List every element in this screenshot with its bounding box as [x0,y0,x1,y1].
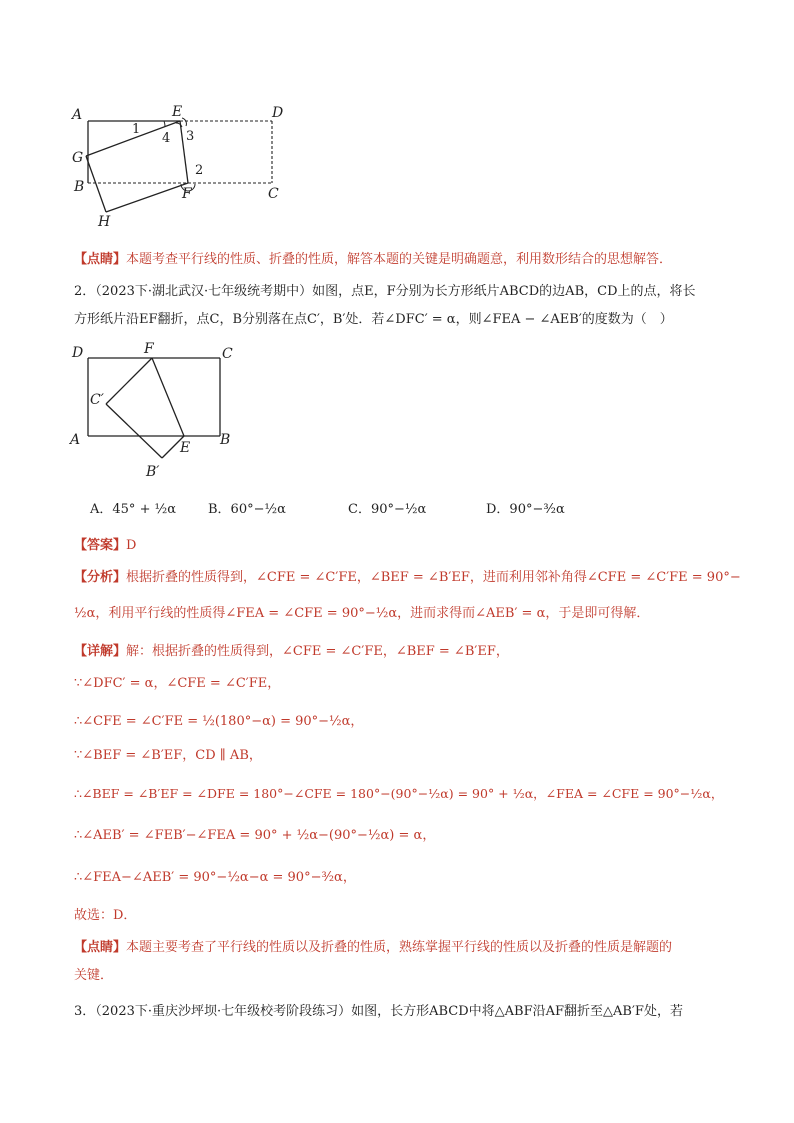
question-3-line: 3．（2023下·重庆沙坪坝·七年级校考阶段练习）如图，长方形ABCD中将△ABF沿AF翻折至△AB′F处，若 [74,1004,683,1019]
comment-2-line-1 [74,938,734,958]
fig2-label-b: B [220,432,231,448]
fig1-label-h: H [98,214,111,230]
figure-1-folding-diagram [64,100,294,232]
fig2-label-a: A [70,432,81,448]
fig1-label-g: G [72,150,84,166]
answer-tag: 【答案】 [74,538,127,553]
fig2-label-d: D [72,345,84,361]
option-b[interactable]: B．60°−½α [208,502,286,517]
detail-line-4: ∵∠BEF = ∠B′EF，CD ∥ AB， [74,748,262,763]
answer-line [74,536,734,556]
detail-line-6: ∴∠AEB′ = ∠FEB′−∠FEA = 90° + ½α−(90°−½α) = α， [74,828,436,843]
fig1-angle-4: 4 [162,131,171,146]
answer-value: D [126,538,137,553]
fig1-label-e: E [172,104,183,120]
analysis-line-1 [74,568,741,588]
fig2-label-c-prime: C′ [90,392,104,408]
question-2-line-1: 2．（2023下·湖北武汉·七年级统考期中）如图，点E，F分别为长方形纸片ABCD的边AB，CD上的点，将长 [74,284,696,299]
fig1-label-d: D [272,105,284,121]
question-2-line-2: 方形纸片沿EF翻折，点C，B分别落在点C′，B′处．若∠DFC′ = α，则∠FEA − ∠AEB′的度数为（ ） [74,312,673,327]
comment-2-line-2: 关键． [74,968,114,983]
comment-1 [74,250,734,270]
detail-line-5: ∴∠BEF = ∠B′EF = ∠DFE = 180°−∠CFE = 180°−(90°−½α) = 90° + ½α，∠FEA = ∠CFE = 90°−½α， [74,786,724,801]
fig1-angle-3: 3 [186,129,195,144]
detail-line-2: ∵∠DFC′ = α，∠CFE = ∠C′FE， [74,676,281,691]
fig2-label-c: C [222,346,233,362]
fig1-label-a: A [72,107,83,123]
analysis-text-1: 根据折叠的性质得到，∠CFE = ∠C′FE，∠BEF = ∠B′EF，进而利用邻补角得∠CFE = ∠C′FE = 90°− [126,570,741,585]
figure-2-folding-diagram [64,338,254,484]
fig2-label-f: F [144,341,154,357]
option-a[interactable]: A．45° + ½α [90,502,176,517]
fig2-label-b-prime: B′ [146,464,160,480]
detail-line-3: ∴∠CFE = ∠C′FE = ½(180°−α) = 90°−½α， [74,714,364,729]
detail-text-1: 解：根据折叠的性质得到，∠CFE = ∠C′FE，∠BEF = ∠B′EF， [126,644,509,659]
comment-1-text: 本题考查平行线的性质、折叠的性质，解答本题的关键是明确题意，利用数形结合的思想解答． [126,252,673,267]
fig2-label-e: E [180,440,191,456]
comment-1-tag: 【点睛】 [74,252,127,267]
fig1-label-b: B [74,179,85,195]
fig1-angle-1: 1 [132,122,141,137]
fig1-label-f: F [182,186,192,202]
detail-tag: 【详解】 [74,644,127,659]
comment-2-tag: 【点睛】 [74,940,127,955]
detail-line-8: 故选：D． [74,908,137,923]
option-d[interactable]: D．90°−³⁄₂α [486,502,565,517]
fig1-label-c: C [268,186,279,202]
option-c[interactable]: C．90°−½α [348,502,427,517]
comment-2-text-1: 本题主要考查了平行线的性质以及折叠的性质，熟练掌握平行线的性质以及折叠的性质是解题的 [126,940,673,955]
analysis-line-2: ½α，利用平行线的性质得∠FEA = ∠CFE = 90°−½α，进而求得而∠AEB′ = α，于是即可得解． [74,606,650,621]
analysis-tag: 【分析】 [74,570,127,585]
detail-line-1 [74,642,734,662]
fig1-angle-2: 2 [195,163,204,178]
detail-line-7: ∴∠FEA−∠AEB′ = 90°−½α−α = 90°−³⁄₂α， [74,870,356,885]
